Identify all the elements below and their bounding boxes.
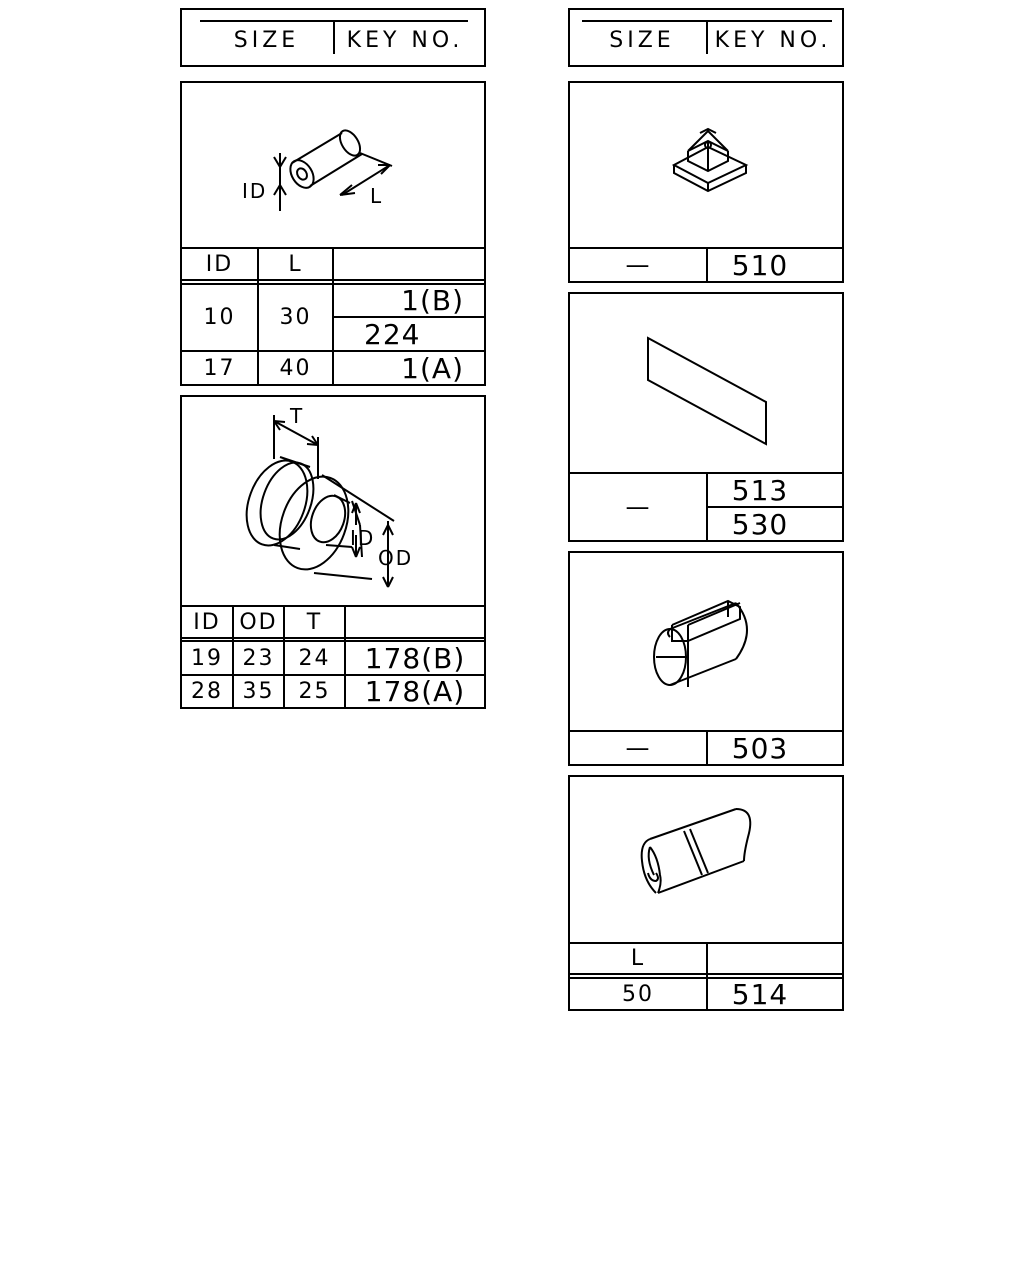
clip-illustration xyxy=(570,83,842,248)
hose-col-l: L xyxy=(288,251,303,277)
grommet-od-label: OD xyxy=(378,546,414,570)
grommet-col-id: ID xyxy=(193,609,221,635)
hose-row2-id: 17 xyxy=(203,355,236,381)
hose-row1-key-224: 224 xyxy=(364,317,421,351)
tape-key-513: 513 xyxy=(731,473,789,507)
left-key-no-label: KEY NO. xyxy=(346,27,464,53)
grommet-col-t: T xyxy=(306,609,323,635)
hose-row1-l: 30 xyxy=(279,305,312,330)
grommet-row1-key: 178(B) xyxy=(364,641,466,675)
left-size-label: SIZE xyxy=(233,27,300,53)
block-size: — xyxy=(625,734,651,762)
grommet-row2-t: 25 xyxy=(298,679,331,704)
edge-trim-size: 50 xyxy=(622,981,654,1007)
edge-trim-section xyxy=(568,775,844,1011)
block-illustration xyxy=(570,553,842,731)
grommet-id-label: ID xyxy=(350,526,376,550)
clip-section xyxy=(568,81,844,283)
grommet-row2-id: 28 xyxy=(191,679,223,704)
clip-key: 510 xyxy=(731,248,789,282)
grommet-row2-key: 178(A) xyxy=(364,675,466,708)
hose-row1-id: 10 xyxy=(203,305,236,330)
edge-trim-col-l: L xyxy=(630,946,646,971)
hose-id-label: ID xyxy=(242,179,268,203)
clip-size: — xyxy=(625,251,651,279)
tape-key-530: 530 xyxy=(731,507,789,541)
hose-l-label: L xyxy=(370,184,382,208)
hose-row2-l: 40 xyxy=(279,355,312,381)
edge-trim-key: 514 xyxy=(731,977,789,1011)
block-section xyxy=(568,551,844,766)
right-size-label: SIZE xyxy=(609,27,675,53)
tape-illustration xyxy=(570,294,842,474)
right-key-no-label: KEY NO. xyxy=(714,27,832,53)
block-key: 503 xyxy=(731,731,789,765)
grommet-section xyxy=(180,395,486,709)
hose-illustration xyxy=(182,83,484,248)
grommet-row1-t: 24 xyxy=(298,645,331,671)
grommet-col-od: OD xyxy=(239,609,278,635)
edge-trim-illustration xyxy=(570,777,842,943)
right-header-box xyxy=(568,8,844,67)
hose-row2-key-a: 1(A) xyxy=(401,351,464,385)
tape-size: — xyxy=(625,493,651,521)
tape-section xyxy=(568,292,844,542)
left-header-box xyxy=(180,8,486,67)
grommet-row1-id: 19 xyxy=(191,645,223,671)
grommet-t-label: T xyxy=(290,404,303,428)
grommet-row1-od: 23 xyxy=(242,645,275,671)
hose-row1-key-b: 1(B) xyxy=(401,284,464,317)
grommet-illustration xyxy=(182,397,484,607)
hose-section xyxy=(180,81,486,386)
grommet-row2-od: 35 xyxy=(242,679,275,704)
hose-col-id: ID xyxy=(205,251,234,277)
